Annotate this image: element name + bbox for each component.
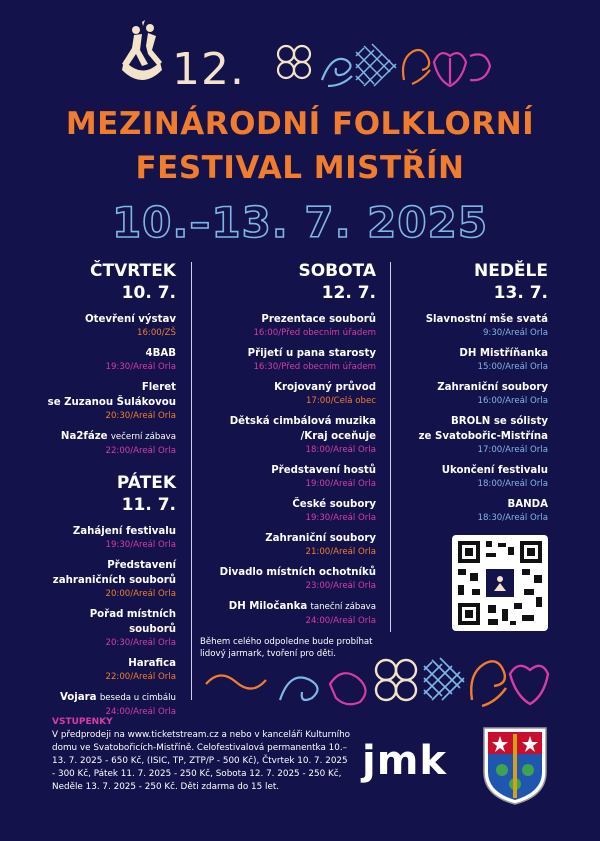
- festival-title-line1: MEZINÁRODNÍ FOLKLORNÍ: [65, 106, 535, 142]
- event-time: 18:30/Areál Orla: [477, 513, 548, 523]
- event-time: 23:00/Areál Orla: [305, 581, 376, 591]
- event-name: DH Miločanka: [228, 601, 308, 612]
- folk-ornament-bottom: [372, 650, 552, 710]
- sunday-column: [400, 260, 548, 525]
- event-time: 19:30/Areál Orla: [105, 362, 176, 372]
- event-name: Fleret: [141, 382, 176, 393]
- event-name: Vojara: [59, 692, 97, 703]
- event-name-line2: se Zuzanou Šulákovou: [47, 397, 176, 408]
- event-name: DH Mistříňanka: [459, 348, 548, 359]
- tickets-heading: VSTUPENKY: [52, 717, 113, 727]
- folk-ornament-bottom-left: [200, 660, 376, 708]
- jmk-logo: jmk: [362, 738, 447, 784]
- event-name: Zahraniční soubory: [265, 533, 376, 544]
- event-name: Přijetí u pana starosty: [247, 348, 376, 359]
- saturday-heading: SOBOTA: [298, 261, 376, 281]
- event-name: 4BAB: [145, 348, 176, 359]
- event-time: 16:00/ZŠ: [136, 328, 176, 338]
- event-time: 20:00/Areál Orla: [105, 589, 176, 599]
- qr-code[interactable]: [452, 535, 548, 631]
- thursday-date: 10. 7.: [121, 283, 176, 303]
- event-name: Ukončení festivalu: [441, 465, 548, 476]
- event-name: Zahraniční soubory: [437, 382, 548, 393]
- event-time: 15:00/Areál Orla: [477, 362, 548, 372]
- event-time: 24:00/Areál Orla: [305, 616, 376, 626]
- event-time: 24:00/Areál Orla: [105, 707, 176, 717]
- event-name: Prezentace souborů: [261, 314, 376, 325]
- column-divider-left: [191, 262, 192, 700]
- event-time: 19:30/Areál Orla: [305, 513, 376, 523]
- event-name-line2: ze Svatobořic-Mistřína: [418, 431, 548, 442]
- tickets-text: V předprodeji na www.ticketstream.cz a nebo v kanceláři Kulturního domu ve Svatobořicích-Mistříně. Celofestivalová permanentka 10.–13. 7. 2025 - 650 Kč, (ISIC, TP, ZTP/P - 500 Kč), Čtvrtek 10. 7. 2025 - 300 Kč, Pátek 11. 7. 2025 - 250 Kč, Sobota 12. 7. 2025 - 250 Kč, Neděle 13. 7. 2025 - 250 Kč. Děti zdarma do 15 let.: [52, 730, 351, 792]
- event-name: Krojovaný průvod: [274, 382, 376, 393]
- coat-of-arms: [480, 724, 550, 808]
- event-time: 16:00/Areál Orla: [477, 396, 548, 406]
- folk-ornament-top: [272, 40, 494, 92]
- event-time: 21:00/Areál Orla: [305, 547, 376, 557]
- event-note: večerní zábava: [110, 432, 176, 442]
- event-time: 17:00/Celá obec: [305, 396, 376, 406]
- event-name: Na2fáze: [60, 431, 108, 442]
- event-time: 17:00/Areál Orla: [477, 445, 548, 455]
- edition-number: 12.: [172, 44, 245, 95]
- event-time: 22:00/Areál Orla: [105, 446, 176, 456]
- event-name: Představení: [107, 560, 176, 571]
- festival-title-line2: FESTIVAL MISTŘÍN: [135, 150, 465, 186]
- event-time: 20:30/Areál Orla: [105, 638, 176, 648]
- event-name: Divadlo místních ochotníků: [219, 567, 376, 578]
- festival-dates: 10.–13. 7. 2025: [111, 198, 489, 247]
- event-time: 22:00/Areál Orla: [105, 672, 176, 682]
- saturday-column: [196, 260, 376, 660]
- event-name: Harafica: [128, 658, 176, 669]
- column-divider-right: [390, 262, 391, 632]
- thursday-column: [40, 260, 176, 719]
- friday-date: 11. 7.: [121, 495, 176, 515]
- friday-heading: PÁTEK: [116, 473, 176, 493]
- event-name: Otevření výstav: [84, 314, 176, 325]
- event-time: 16:00/Před obecním úřadem: [253, 328, 376, 338]
- sunday-date: 13. 7.: [493, 283, 548, 303]
- saturday-date: 12. 7.: [321, 283, 376, 303]
- event-time: 19:30/Areál Orla: [105, 540, 176, 550]
- event-name-line2: /Kraj oceňuje: [300, 431, 376, 442]
- event-name: Zahájení festivalu: [72, 526, 176, 537]
- event-name: BROLN se sólisty: [451, 416, 548, 427]
- thursday-heading: ČTVRTEK: [90, 261, 176, 281]
- sunday-heading: NEDĚLE: [473, 261, 548, 281]
- event-time: 20:30/Areál Orla: [105, 411, 176, 421]
- event-name: Pořad místních souborů: [89, 609, 176, 635]
- event-name: Slavnostní mše svatá: [425, 314, 548, 325]
- tickets-info: [52, 716, 352, 794]
- event-name: BANDA: [507, 499, 548, 510]
- event-name-line2: zahraničních souborů: [52, 575, 176, 586]
- dancers-logo: [112, 20, 174, 92]
- afternoon-note: Během celého odpoledne bude probíhat lidový jarmark, tvoření pro děti.: [200, 637, 373, 659]
- event-note: taneční zábava: [310, 602, 376, 612]
- event-name: Dětská cimbálová muzika: [229, 416, 376, 427]
- event-time: 9:30/Areál Orla: [482, 328, 548, 338]
- event-name: Představení hostů: [271, 465, 376, 476]
- event-time: 18:00/Areál Orla: [477, 479, 548, 489]
- event-note: beseda u cimbálu: [99, 693, 176, 703]
- event-time: 18:00/Areál Orla: [305, 445, 376, 455]
- event-name: České soubory: [292, 499, 376, 510]
- event-time: 16:30/Před obecním úřadem: [253, 362, 376, 372]
- event-time: 19:00/Areál Orla: [305, 479, 376, 489]
